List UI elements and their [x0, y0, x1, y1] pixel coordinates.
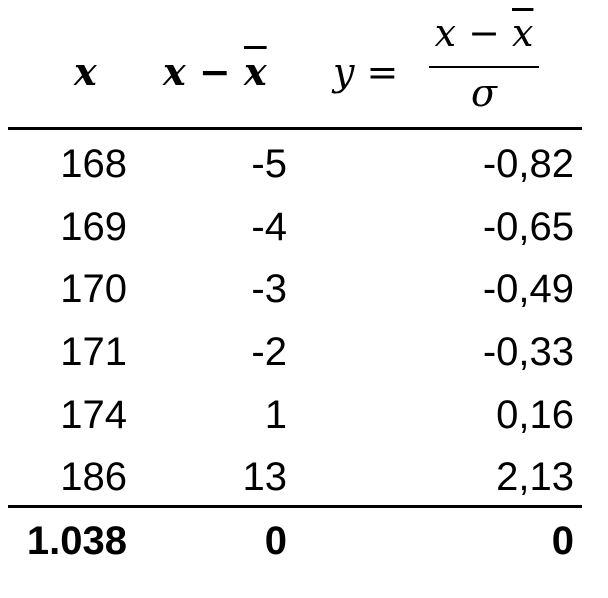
cell-y: -0,65 — [482, 205, 574, 249]
table-row — [0, 196, 608, 258]
cell-deviation: 1 — [264, 393, 287, 437]
cell-x: 186 — [60, 455, 127, 499]
cell-x: 169 — [60, 205, 127, 249]
cell-y: -0,82 — [482, 142, 574, 186]
table-row — [0, 384, 608, 446]
cell-x: 168 — [60, 142, 127, 186]
header-y-lhs: y = — [333, 50, 399, 94]
cell-deviation: -3 — [251, 267, 287, 311]
cell-y: 0,16 — [496, 393, 574, 437]
table-row — [0, 133, 608, 195]
header-x: x — [74, 49, 97, 94]
cell-deviation: -5 — [251, 142, 287, 186]
cell-deviation: 13 — [242, 455, 287, 499]
cell-y: 2,13 — [496, 455, 574, 499]
header-y-denominator: σ — [471, 71, 497, 115]
header-divider — [8, 127, 582, 130]
total-row — [0, 510, 608, 572]
cell-x: 170 — [60, 267, 127, 311]
fraction-bar — [429, 66, 539, 68]
cell-y: -0,49 — [482, 267, 574, 311]
table-row — [0, 446, 608, 508]
cell-x: 171 — [60, 330, 127, 374]
total-y: 0 — [551, 519, 574, 563]
header-deviation: $x - \overline{x}$ — [163, 49, 267, 94]
cell-deviation: -4 — [251, 205, 287, 249]
header-y-numerator: $x - \overline{x}$ — [434, 11, 534, 55]
cell-x: 174 — [60, 393, 127, 437]
total-deviation: 0 — [264, 519, 287, 563]
total-x: 1.038 — [26, 519, 127, 563]
table-row — [0, 321, 608, 383]
header-standardized — [333, 10, 553, 120]
cell-deviation: -2 — [251, 330, 287, 374]
total-divider — [8, 505, 582, 508]
cell-y: -0,33 — [482, 330, 574, 374]
table-row — [0, 258, 608, 320]
